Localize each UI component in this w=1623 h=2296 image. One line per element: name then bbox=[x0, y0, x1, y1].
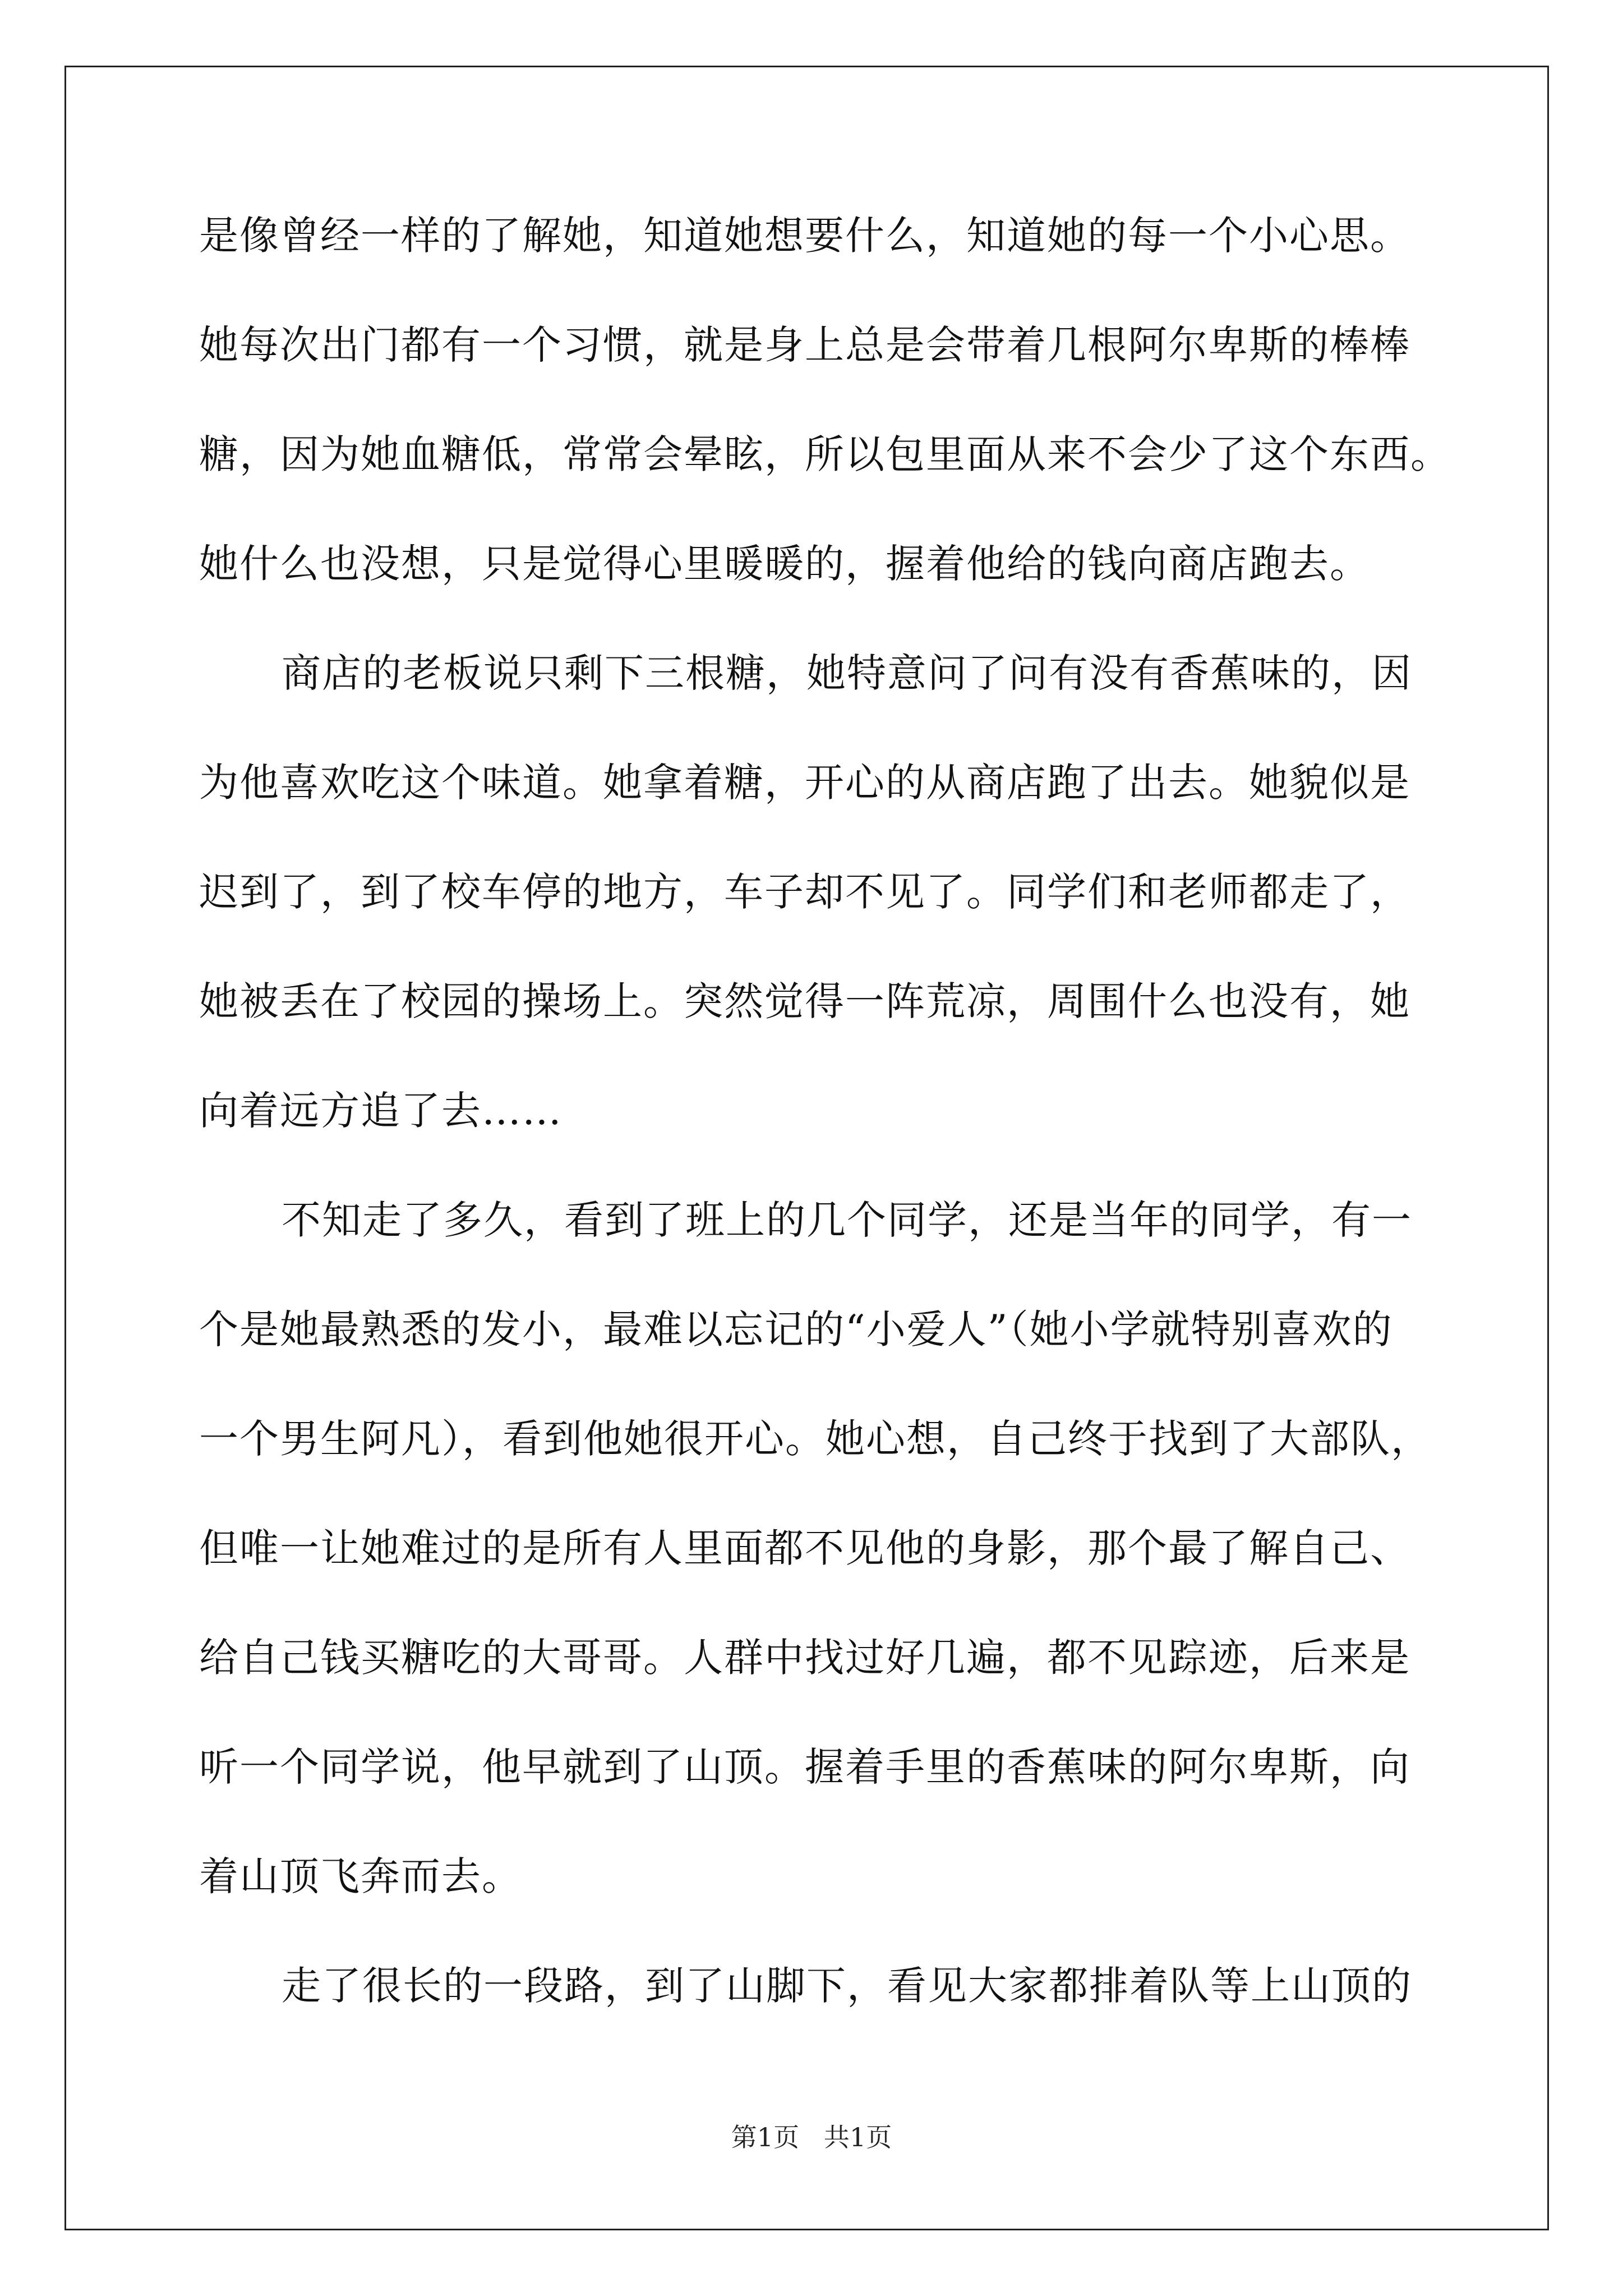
text-line: 但唯一让她难过的是所有人里面都不见他的身影，那个最了解自己、 bbox=[199, 1525, 1410, 1571]
text-line: 她每次出门都有一个习惯，就是身上总是会带着几根阿尔卑斯的棒棒 bbox=[199, 322, 1410, 368]
page-number-footer: 第1页 共1页 bbox=[731, 2122, 892, 2152]
text-line: 个是她最熟悉的发小，最难以忘记的“小爱人”（她小学就特别喜欢的 bbox=[199, 1306, 1393, 1352]
text-line: 为他喜欢吃这个味道。她拿着糖，开心的从商店跑了出去。她貌似是 bbox=[199, 760, 1410, 806]
text-line: 一个男生阿凡），看到他她很开心。她心想，自己终于找到了大部队， bbox=[199, 1416, 1431, 1462]
text-line: 着山顶飞奔而去。 bbox=[199, 1853, 522, 1899]
paragraph-first-line: 走了很长的一段路，到了山脚下，看见大家都排着队等上山顶的 bbox=[282, 1963, 1412, 2009]
paragraph-first-line: 不知走了多久，看到了班上的几个同学，还是当年的同学，有一 bbox=[282, 1197, 1412, 1243]
text-line: 她什么也没想，只是觉得心里暖暖的，握着他给的钱向商店跑去。 bbox=[199, 541, 1370, 587]
text-line: 给自己钱买糖吃的大哥哥。人群中找过好几遍，都不见踪迹，后来是 bbox=[199, 1635, 1410, 1681]
text-line: 迟到了，到了校车停的地方，车子却不见了。同学们和老师都走了， bbox=[199, 869, 1410, 915]
text-line: 向着远方追了去…… bbox=[199, 1088, 562, 1134]
text-line: 她被丢在了校园的操场上。突然觉得一阵荒凉，周围什么也没有，她 bbox=[199, 978, 1410, 1024]
text-line: 糖，因为她血糖低，常常会晕眩，所以包里面从来不会少了这个东西。 bbox=[199, 431, 1451, 477]
page-border bbox=[64, 66, 1549, 2230]
text-line: 是像曾经一样的了解她，知道她想要什么，知道她的每一个小心思。 bbox=[199, 213, 1410, 259]
text-line: 听一个同学说，他早就到了山顶。握着手里的香蕉味的阿尔卑斯，向 bbox=[199, 1744, 1410, 1790]
paragraph-first-line: 商店的老板说只剩下三根糖，她特意问了问有没有香蕉味的，因 bbox=[282, 650, 1412, 696]
